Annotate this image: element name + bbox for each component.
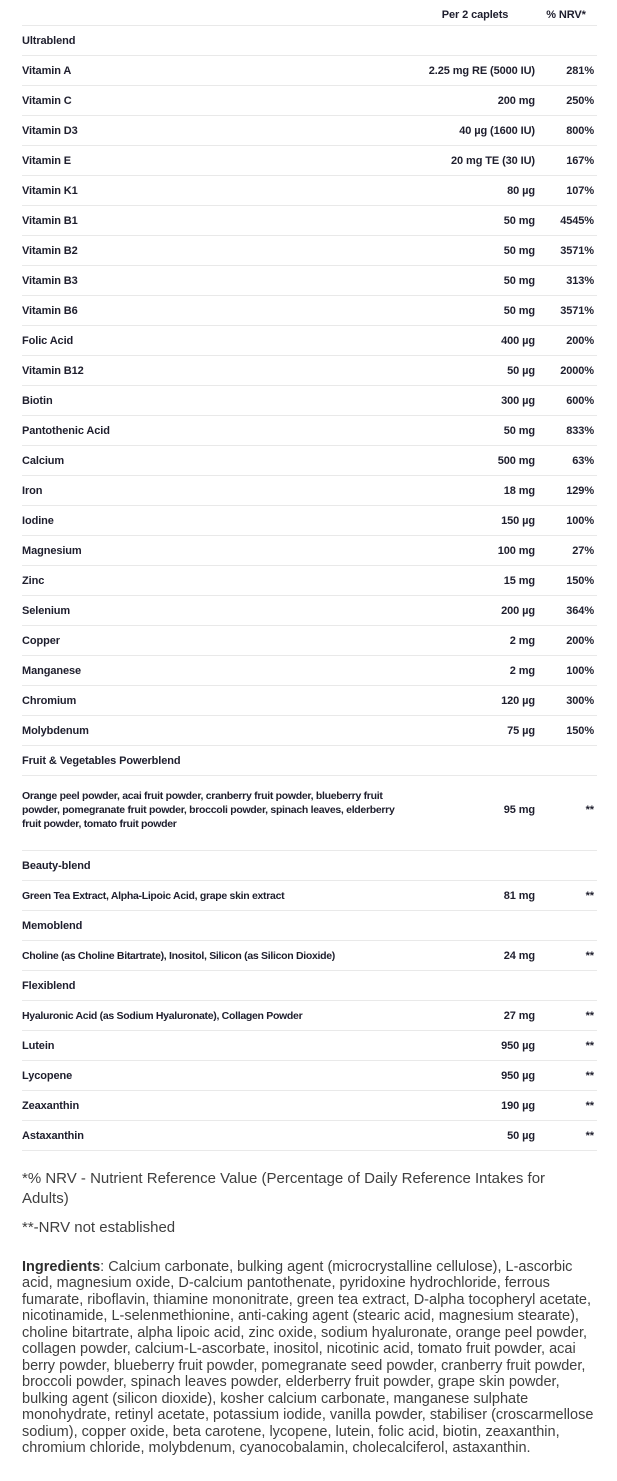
nutrient-nrv: 3571% — [560, 304, 594, 317]
nutrient-name: Iron — [22, 484, 43, 497]
nutrient-row — [22, 716, 597, 746]
nutrient-nrv: 833% — [566, 424, 594, 437]
nutrient-row — [22, 386, 597, 416]
section-title: Ultrablend — [22, 34, 76, 47]
nutrient-nrv: ** — [585, 804, 594, 816]
nutrient-name: Biotin — [22, 394, 53, 407]
footnote-block — [22, 1169, 597, 1238]
nutrient-amount: 200 µg — [501, 604, 535, 617]
nutrient-nrv: 600% — [566, 394, 594, 407]
nutrient-amount: 81 mg — [503, 889, 535, 902]
nutrient-name: Calcium — [22, 454, 65, 467]
nutrient-name: Lycopene — [22, 1069, 73, 1082]
nutrient-row — [22, 626, 597, 656]
nutrient-row — [22, 86, 597, 116]
nutrient-row — [22, 941, 597, 971]
section-header-row — [22, 911, 597, 941]
nutrient-amount: 2.25 mg RE (5000 IU) — [428, 64, 535, 77]
ingredients-paragraph — [22, 1259, 597, 1457]
section-title: Flexiblend — [22, 979, 76, 992]
nutrient-row — [22, 146, 597, 176]
nutrient-nrv: 129% — [566, 484, 594, 497]
nutrient-name: Vitamin B2 — [22, 244, 78, 257]
section-title: Beauty-blend — [22, 859, 91, 872]
nutrient-name: Hyaluronic Acid (as Sodium Hyaluronate), Collagen Powder — [22, 1009, 303, 1022]
nutrient-row — [22, 1091, 597, 1121]
nutrient-name: Selenium — [22, 604, 71, 617]
nutrient-name: Vitamin C — [22, 94, 72, 107]
nutrient-nrv: 4545% — [560, 214, 594, 227]
nutrient-amount: 80 µg — [507, 184, 535, 197]
nutrient-row — [22, 476, 597, 506]
ingredients-label: Ingredients — [22, 1258, 101, 1275]
nutrient-name: Vitamin B3 — [22, 274, 78, 287]
section-title: Memoblend — [22, 919, 83, 932]
nutrient-name: Orange peel powder, acai fruit powder, cranberry fruit powder, blueberry fruit powder, pomegranate fruit powder, broccoli powder, spinach leaves, elderberry fruit powder, tomato fruit powder — [22, 790, 395, 830]
nutrient-amount: 95 mg — [503, 804, 535, 816]
nutrient-name: Copper — [22, 634, 60, 647]
nutrient-amount: 50 mg — [503, 244, 535, 257]
nutrient-amount: 950 µg — [501, 1039, 535, 1052]
nutrient-nrv: ** — [585, 1129, 594, 1142]
nutrient-amount: 15 mg — [503, 574, 535, 587]
nutrient-row — [22, 296, 597, 326]
nutrient-nrv: ** — [585, 1039, 594, 1052]
nutrient-row — [22, 536, 597, 566]
ingredients-text: : Calcium carbonate, bulking agent (microcrystalline cellulose), L-ascorbic acid, magnesium oxide, D-calcium pantothenate, pyridoxine hydrochloride, ferrous fumarate, riboflavin, thiamine mononitrate, green tea extract, D-alpha tocopheryl acetate, nicotinamide, L-selenmethionine, anti-caking agent (stearic acid, magnesium stearate), choline bitartrate, alpha lipoic acid, zinc oxide, sodium hyaluronate, orange peel powder, collagen powder, calcium-L-ascorbate, inositol, nicotinic acid, tomato fruit powder, acai berry powder, blueberry fruit powder, pomegranate seed powder, cranberry fruit powder, broccoli powder, spinach leaves powder, elderberry fruit powder, grape skin powder, bulking agent (silicon dioxide), kosher calcium carbonate, manganese sulphate monohydrate, retinyl acetate, potassium iodide, vanilla powder, stabiliser (croscarmellose sodium), copper oxide, beta carotene, lycopene, lutein, folic acid, biotin, zeaxanthin, chromium chloride, molybdenum, cyanocobalamin, cholecalciferol, astaxanthin. — [22, 1258, 594, 1456]
nutrient-nrv: 27% — [572, 544, 594, 557]
nutrient-name: Chromium — [22, 694, 77, 707]
nutrient-nrv: ** — [585, 1069, 594, 1082]
nutrient-nrv: 100% — [566, 664, 594, 677]
nutrient-amount: 500 mg — [497, 454, 535, 467]
nutrient-name: Green Tea Extract, Alpha-Lipoic Acid, grape skin extract — [22, 889, 285, 902]
nutrient-amount: 120 µg — [501, 694, 535, 707]
nutrient-name: Vitamin B1 — [22, 214, 78, 227]
nutrient-name: Magnesium — [22, 544, 82, 557]
nutrient-row — [22, 1031, 597, 1061]
nutrient-amount: 2 mg — [509, 664, 535, 677]
nutrient-nrv: 364% — [566, 604, 594, 617]
section-header-row — [22, 971, 597, 1001]
nutrient-row — [22, 596, 597, 626]
nutrient-amount: 50 mg — [503, 214, 535, 227]
nutrient-name: Pantothenic Acid — [22, 424, 110, 437]
nutrient-nrv: 800% — [566, 124, 594, 137]
nutrient-row — [22, 506, 597, 536]
nutrient-name: Folic Acid — [22, 334, 74, 347]
nutrient-amount: 24 mg — [503, 949, 535, 962]
nutrient-name: Astaxanthin — [22, 1129, 84, 1142]
nutrient-row — [22, 266, 597, 296]
nutrient-amount: 18 mg — [503, 484, 535, 497]
nutrient-name: Manganese — [22, 664, 82, 677]
nutrient-row — [22, 116, 597, 146]
nutrient-nrv: 100% — [566, 514, 594, 527]
nutrient-nrv: 313% — [566, 274, 594, 287]
nutrient-nrv: 250% — [566, 94, 594, 107]
nutrient-row — [22, 416, 597, 446]
nutrient-row — [22, 776, 597, 851]
nutrient-amount: 100 mg — [497, 544, 535, 557]
nutrient-amount: 2 mg — [509, 634, 535, 647]
table-header-row — [22, 4, 597, 26]
nutrient-row — [22, 446, 597, 476]
section-title: Fruit & Vegetables Powerblend — [22, 754, 181, 767]
nutrient-nrv: 63% — [572, 454, 594, 467]
nutrient-row — [22, 56, 597, 86]
nutrient-amount: 50 mg — [503, 424, 535, 437]
nutrient-name: Zeaxanthin — [22, 1099, 80, 1112]
nutrient-row — [22, 1001, 597, 1031]
nutrient-amount: 27 mg — [503, 1009, 535, 1022]
nutrient-row — [22, 1061, 597, 1091]
nutrient-name: Vitamin K1 — [22, 184, 78, 197]
table-body — [22, 26, 597, 1151]
nutrient-nrv: 200% — [566, 634, 594, 647]
nutrient-nrv: 107% — [566, 184, 594, 197]
nutrient-name: Iodine — [22, 514, 54, 527]
column-header-per-2-caplets: Per 2 caplets — [441, 8, 509, 21]
nutrient-name: Vitamin A — [22, 64, 72, 77]
nutrient-nrv: ** — [585, 1009, 594, 1022]
nutrient-name: Vitamin D3 — [22, 124, 78, 137]
nutrient-amount: 50 mg — [503, 304, 535, 317]
nutrient-nrv: 167% — [566, 154, 594, 167]
nrv-not-established-footnote: **-NRV not established — [22, 1219, 176, 1236]
nutrient-amount: 40 µg (1600 IU) — [459, 124, 535, 137]
nutrient-nrv: ** — [585, 889, 594, 902]
nutrient-name: Zinc — [22, 574, 45, 587]
nutrient-amount: 300 µg — [501, 394, 535, 407]
nutrient-amount: 50 mg — [503, 274, 535, 287]
nutrient-amount: 150 µg — [501, 514, 535, 527]
nutrient-row — [22, 206, 597, 236]
nutrient-amount: 190 µg — [501, 1099, 535, 1112]
nutrient-amount: 400 µg — [501, 334, 535, 347]
nutrient-amount: 950 µg — [501, 1069, 535, 1082]
nutrient-nrv: 150% — [566, 724, 594, 737]
nutrient-amount: 50 µg — [507, 1129, 535, 1142]
section-header-row — [22, 26, 597, 56]
nutrient-name: Lutein — [22, 1039, 55, 1052]
nutrient-amount: 200 mg — [497, 94, 535, 107]
nutrient-name: Vitamin B6 — [22, 304, 78, 317]
nutrient-nrv: 2000% — [560, 364, 594, 377]
nutrient-row — [22, 176, 597, 206]
nutrient-name: Vitamin B12 — [22, 364, 84, 377]
nutrient-row — [22, 686, 597, 716]
nutrient-row — [22, 656, 597, 686]
nutrient-nrv: 281% — [566, 64, 594, 77]
nutrient-nrv: ** — [585, 949, 594, 962]
nutrient-row — [22, 1121, 597, 1151]
column-header-nrv: % NRV* — [546, 8, 586, 21]
nutrient-name: Vitamin E — [22, 154, 72, 167]
nutrient-row — [22, 356, 597, 386]
nutrient-row — [22, 881, 597, 911]
nutrient-name: Molybdenum — [22, 724, 89, 737]
nutrient-nrv: 150% — [566, 574, 594, 587]
nutrient-row — [22, 236, 597, 266]
section-header-row — [22, 746, 597, 776]
nutrient-row — [22, 326, 597, 356]
nutrient-amount: 20 mg TE (30 IU) — [451, 154, 535, 167]
nutrient-amount: 50 µg — [507, 364, 535, 377]
nutrient-row — [22, 566, 597, 596]
nutrient-nrv: 200% — [566, 334, 594, 347]
nutrient-name: Choline (as Choline Bitartrate), Inositol, Silicon (as Silicon Dioxide) — [22, 949, 335, 962]
nutrient-nrv: ** — [585, 1099, 594, 1112]
nutrient-amount: 75 µg — [507, 724, 535, 737]
nutrition-table — [22, 4, 597, 1151]
nrv-footnote: *% NRV - Nutrient Reference Value (Percentage of Daily Reference Intakes for Adults) — [22, 1170, 546, 1207]
nutrient-nrv: 3571% — [560, 244, 594, 257]
section-header-row — [22, 851, 597, 881]
nutrient-nrv: 300% — [566, 694, 594, 707]
